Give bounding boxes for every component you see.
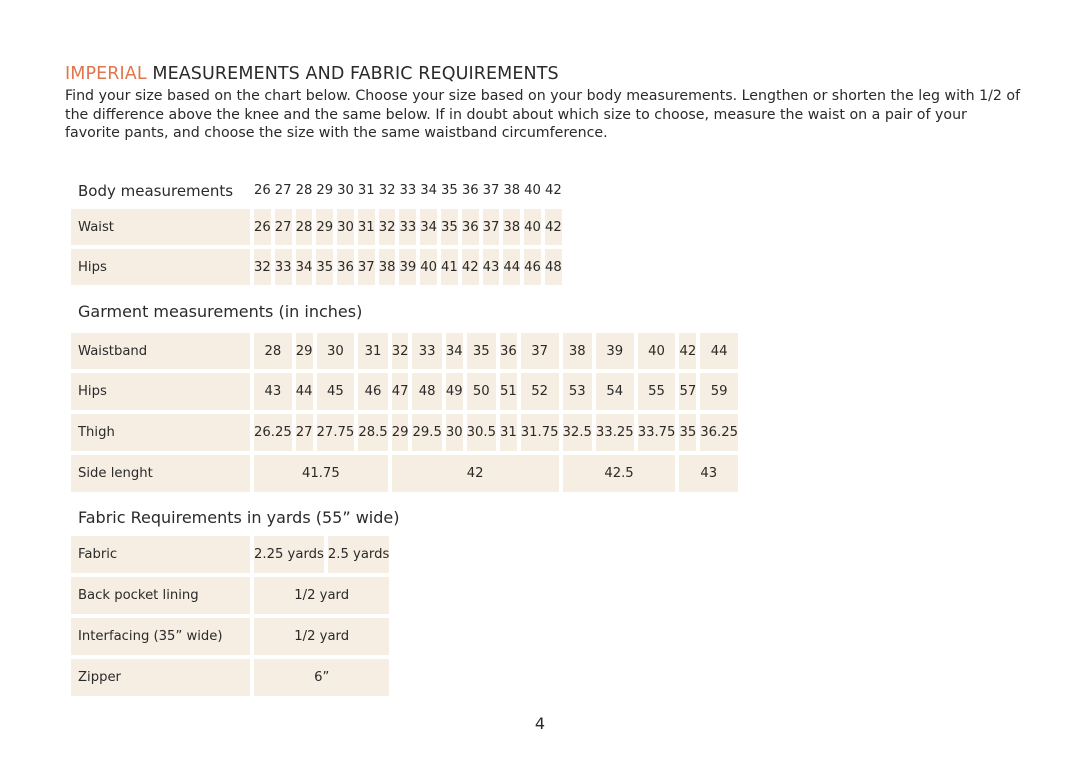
fabric-requirements-table: [67, 536, 393, 696]
table-cell: 51: [500, 373, 517, 410]
table-cell: 31.75: [521, 414, 559, 451]
table-cell: 49: [446, 373, 463, 410]
table-cell: 36: [462, 209, 479, 245]
table-cell: 40: [638, 333, 676, 369]
size-label: 42: [544, 183, 562, 198]
table-cell: 42.5: [563, 455, 676, 492]
row-label: Hips: [71, 249, 250, 285]
table-cell: 30: [317, 333, 355, 369]
table-cell: 44: [700, 333, 738, 369]
size-label: 26: [254, 183, 271, 198]
table-cell: 53: [563, 373, 592, 410]
table-cell: 40: [420, 249, 437, 285]
intro-paragraph: Find your size based on the chart below. Choose your size based on your body measurements. Lengthen or shorten the leg with 1/2 of the difference above the knee and the same below. If in doubt about which size to choose, measure the waist on a pair of your favorite pants, and choose the size with the same waistband circumference.: [65, 88, 1021, 141]
size-label: 27: [274, 183, 292, 198]
size-label: 32: [378, 183, 396, 198]
table-cell: 42: [545, 209, 562, 245]
row-label: Waist: [71, 209, 250, 245]
table-cell: 34: [420, 209, 437, 245]
table-cell: 27.75: [317, 414, 355, 451]
table-cell: 41.75: [254, 455, 388, 492]
table-cell: 37: [483, 209, 500, 245]
size-label: 38: [503, 183, 521, 198]
table-cell: 30.5: [467, 414, 496, 451]
row-label: Fabric: [71, 536, 250, 573]
table-cell: 29: [316, 209, 333, 245]
table-cell: 35: [441, 209, 458, 245]
garment-side-length-row: [71, 455, 738, 492]
table-cell: 33: [275, 249, 292, 285]
row-label: Back pocket lining: [71, 577, 250, 614]
table-cell: 43: [483, 249, 500, 285]
body-measurements-table: [67, 172, 566, 285]
table-cell: 59: [700, 373, 738, 410]
table-cell: 1/2 yard: [254, 618, 389, 655]
table-cell: 35: [467, 333, 496, 369]
table-cell: 35: [679, 414, 696, 451]
table-cell: 41: [441, 249, 458, 285]
row-label: Waistband: [71, 333, 250, 369]
table-cell: 35: [316, 249, 333, 285]
row-label: Side lenght: [71, 455, 250, 492]
table-cell: 31: [358, 209, 375, 245]
table-cell: 31: [500, 414, 517, 451]
fabric-section-title: Fabric Requirements in yards (55” wide): [78, 508, 400, 527]
size-label: 37: [482, 183, 500, 198]
table-cell: 34: [296, 249, 313, 285]
page-title: [65, 64, 559, 84]
table-cell: 33: [412, 333, 441, 369]
interfacing-row: [71, 618, 389, 655]
table-cell: 26.25: [254, 414, 292, 451]
table-cell: 1/2 yard: [254, 577, 389, 614]
table-cell: 33: [399, 209, 416, 245]
table-cell: 43: [254, 373, 292, 410]
row-label: Hips: [71, 373, 250, 410]
fabric-row: [71, 536, 389, 573]
table-cell: 46: [524, 249, 541, 285]
garment-measurements-table: [67, 333, 742, 492]
table-cell: 32: [392, 333, 409, 369]
table-cell: 52: [521, 373, 559, 410]
garment-waistband-row: [71, 333, 738, 369]
table-cell: 37: [521, 333, 559, 369]
size-label: 33: [399, 183, 417, 198]
table-cell: 46: [358, 373, 387, 410]
table-cell: 44: [296, 373, 313, 410]
size-label: 31: [357, 183, 375, 198]
table-cell: 33.25: [596, 414, 634, 451]
table-cell: 27: [275, 209, 292, 245]
body-waist-row: [71, 209, 562, 245]
table-cell: 38: [563, 333, 592, 369]
table-cell: 43: [679, 455, 738, 492]
table-cell: 54: [596, 373, 634, 410]
table-cell: 40: [524, 209, 541, 245]
table-cell: 31: [358, 333, 387, 369]
table-cell: 32: [379, 209, 396, 245]
garment-section-title: Garment measurements (in inches): [78, 302, 363, 321]
size-label: 29: [316, 183, 334, 198]
table-cell: 50: [467, 373, 496, 410]
body-section-title: Body measurements: [78, 181, 234, 200]
row-label: Interfacing (35” wide): [71, 618, 250, 655]
table-cell: 28: [296, 209, 313, 245]
table-cell: 44: [503, 249, 520, 285]
size-label: 36: [461, 183, 479, 198]
body-header-row: [71, 172, 562, 209]
table-cell: 29.5: [412, 414, 441, 451]
back-pocket-row: [71, 577, 389, 614]
table-cell: 47: [392, 373, 409, 410]
table-cell: 39: [596, 333, 634, 369]
table-cell: 26: [254, 209, 271, 245]
table-cell: 32.5: [563, 414, 592, 451]
table-cell: 55: [638, 373, 676, 410]
table-cell: 42: [679, 333, 696, 369]
title-accent: IMPERIAL: [65, 64, 147, 84]
size-label: 34: [420, 183, 438, 198]
page-number: 4: [534, 714, 546, 733]
table-cell: 33.75: [638, 414, 676, 451]
table-cell: 28: [254, 333, 292, 369]
table-cell: 42: [462, 249, 479, 285]
table-cell: 57: [679, 373, 696, 410]
table-cell: 32: [254, 249, 271, 285]
table-cell: 45: [317, 373, 355, 410]
table-cell: 39: [399, 249, 416, 285]
size-label: 40: [524, 183, 541, 198]
table-cell: 2.5 yards: [328, 536, 389, 573]
zipper-row: [71, 659, 389, 696]
table-cell: 30: [446, 414, 463, 451]
table-cell: 36.25: [700, 414, 738, 451]
table-cell: 6”: [254, 659, 389, 696]
size-label: 30: [337, 183, 354, 198]
size-label: 35: [441, 183, 458, 198]
garment-thigh-row: [71, 414, 738, 451]
size-label: 28: [295, 183, 313, 198]
table-cell: 42: [392, 455, 559, 492]
table-cell: 28.5: [358, 414, 387, 451]
row-label: Thigh: [71, 414, 250, 451]
table-cell: 38: [503, 209, 520, 245]
row-label: Zipper: [71, 659, 250, 696]
table-cell: 27: [296, 414, 313, 451]
table-cell: 36: [337, 249, 354, 285]
table-cell: 2.25 yards: [254, 536, 324, 573]
table-cell: 37: [358, 249, 375, 285]
body-hips-row: [71, 249, 562, 285]
garment-hips-row: [71, 373, 738, 410]
table-cell: 30: [337, 209, 354, 245]
table-cell: 29: [392, 414, 409, 451]
table-cell: 34: [446, 333, 463, 369]
title-rest: MEASUREMENTS AND FABRIC REQUIREMENTS: [146, 64, 559, 84]
table-cell: 29: [296, 333, 313, 369]
table-cell: 36: [500, 333, 517, 369]
table-cell: 48: [545, 249, 562, 285]
table-cell: 48: [412, 373, 441, 410]
table-cell: 38: [379, 249, 396, 285]
